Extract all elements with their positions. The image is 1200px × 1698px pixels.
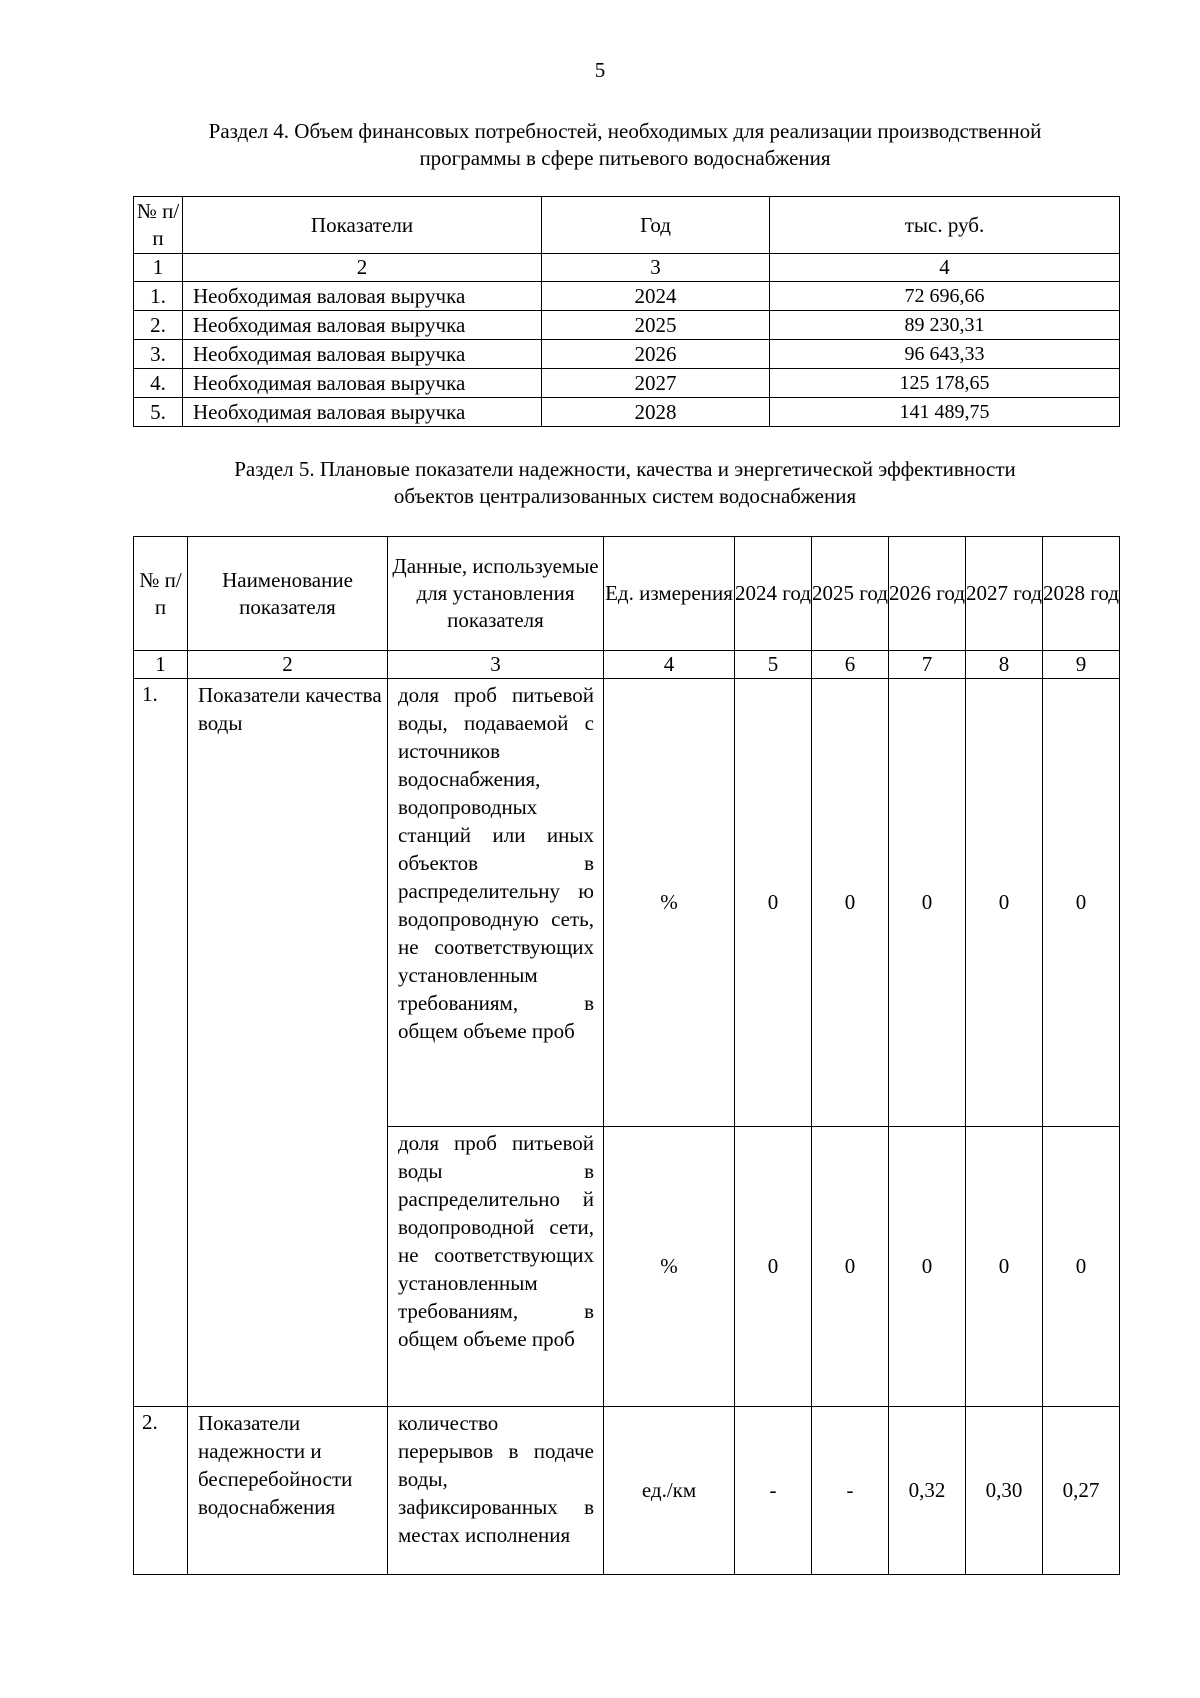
row-num: 4. — [134, 369, 183, 398]
indicator-unit: % — [604, 679, 735, 1127]
header-year-2024: 2024 год — [735, 537, 812, 651]
column-number: 1 — [134, 651, 188, 679]
row-year: 2028 — [542, 398, 770, 427]
header-name: Наименование показателя — [188, 537, 388, 651]
header-data: Данные, используемые для установления показателя — [388, 537, 604, 651]
header-year-2028: 2028 год — [1043, 537, 1120, 651]
row-amount: 141 489,75 — [770, 398, 1120, 427]
indicator-unit: ед./км — [604, 1407, 735, 1575]
column-number: 5 — [735, 651, 812, 679]
row-amount: 125 178,65 — [770, 369, 1120, 398]
value-2026: 0,32 — [889, 1407, 966, 1575]
table-row — [134, 369, 1120, 398]
row-year: 2026 — [542, 340, 770, 369]
row-amount: 96 643,33 — [770, 340, 1120, 369]
indicator-description: доля проб питьевой воды в распределительно й водопроводной сети, не соответствующих установленным требованиям, в общем объеме проб — [388, 1127, 604, 1407]
section-4-title-line-1: Раздел 4. Объем финансовых потребностей, необходимых для реализации производственной — [208, 119, 1042, 143]
value-2027: 0 — [966, 679, 1043, 1127]
value-2027: 0,30 — [966, 1407, 1043, 1575]
value-2025: 0 — [812, 1127, 889, 1407]
column-number: 4 — [770, 254, 1120, 282]
page-number: 5 — [594, 58, 606, 82]
column-number: 1 — [134, 254, 183, 282]
value-2025: - — [812, 1407, 889, 1575]
value-2025: 0 — [812, 679, 889, 1127]
row-amount: 89 230,31 — [770, 311, 1120, 340]
header-year-2026: 2026 год — [889, 537, 966, 651]
column-number: 9 — [1043, 651, 1120, 679]
table-row — [134, 340, 1120, 369]
table-row — [134, 311, 1120, 340]
row-indicator: Необходимая валовая выручка — [183, 398, 542, 427]
row-year: 2024 — [542, 282, 770, 311]
column-number: 2 — [183, 254, 542, 282]
indicator-unit: % — [604, 1127, 735, 1407]
row-indicator: Необходимая валовая выручка — [183, 282, 542, 311]
header-year-2027: 2027 год — [966, 537, 1043, 651]
value-2024: - — [735, 1407, 812, 1575]
header-year-2025: 2025 год — [812, 537, 889, 651]
financial-needs-table — [133, 196, 1120, 427]
group-name: Показатели надежности и бесперебойности водоснабжения — [188, 1407, 388, 1575]
section-4-title — [130, 118, 1120, 172]
row-year: 2027 — [542, 369, 770, 398]
row-indicator: Необходимая валовая выручка — [183, 340, 542, 369]
column-number: 8 — [966, 651, 1043, 679]
row-indicator: Необходимая валовая выручка — [183, 311, 542, 340]
indicator-description: количество перерывов в подаче воды, зафиксированных в местах исполнения — [388, 1407, 604, 1575]
value-2028: 0,27 — [1043, 1407, 1120, 1575]
group-num: 2. — [134, 1407, 188, 1575]
table-header-row — [134, 197, 1120, 254]
table-row — [134, 1407, 1120, 1575]
table-row — [134, 398, 1120, 427]
row-amount: 72 696,66 — [770, 282, 1120, 311]
row-year: 2025 — [542, 311, 770, 340]
section-4-title-line-2: программы в сфере питьевого водоснабжения — [419, 146, 831, 170]
column-number: 6 — [812, 651, 889, 679]
row-num: 1. — [134, 282, 183, 311]
header-unit: Ед. измерения — [604, 537, 735, 651]
column-number: 7 — [889, 651, 966, 679]
value-2024: 0 — [735, 1127, 812, 1407]
column-number: 4 — [604, 651, 735, 679]
header-indicator: Показатели — [183, 197, 542, 254]
table-row — [134, 679, 1120, 1127]
row-num: 2. — [134, 311, 183, 340]
row-indicator: Необходимая валовая выручка — [183, 369, 542, 398]
column-number-row — [134, 651, 1120, 679]
header-num: № п/п — [134, 197, 183, 254]
header-amount: тыс. руб. — [770, 197, 1120, 254]
value-2027: 0 — [966, 1127, 1043, 1407]
planned-indicators-table — [133, 536, 1120, 1575]
group-num: 1. — [134, 679, 188, 1407]
section-5-title-line-1: Раздел 5. Плановые показатели надежности, качества и энергетической эффективности — [234, 457, 1016, 481]
column-number: 3 — [542, 254, 770, 282]
value-2028: 0 — [1043, 679, 1120, 1127]
group-name: Показатели качества воды — [188, 679, 388, 1407]
value-2026: 0 — [889, 679, 966, 1127]
table-header-row — [134, 537, 1120, 651]
row-num: 3. — [134, 340, 183, 369]
value-2024: 0 — [735, 679, 812, 1127]
section-5-title — [130, 456, 1120, 510]
indicator-description: доля проб питьевой воды, подаваемой с источников водоснабжения, водопроводных станций или иных объектов в распределительну ю водопроводную сеть, не соответствующих установленным требованиям, в общем объеме проб — [388, 679, 604, 1127]
column-number: 2 — [188, 651, 388, 679]
section-5-title-line-2: объектов централизованных систем водоснабжения — [393, 484, 857, 508]
table-row — [134, 282, 1120, 311]
column-number-row — [134, 254, 1120, 282]
value-2026: 0 — [889, 1127, 966, 1407]
header-num: № п/п — [134, 537, 188, 651]
header-year: Год — [542, 197, 770, 254]
value-2028: 0 — [1043, 1127, 1120, 1407]
column-number: 3 — [388, 651, 604, 679]
row-num: 5. — [134, 398, 183, 427]
